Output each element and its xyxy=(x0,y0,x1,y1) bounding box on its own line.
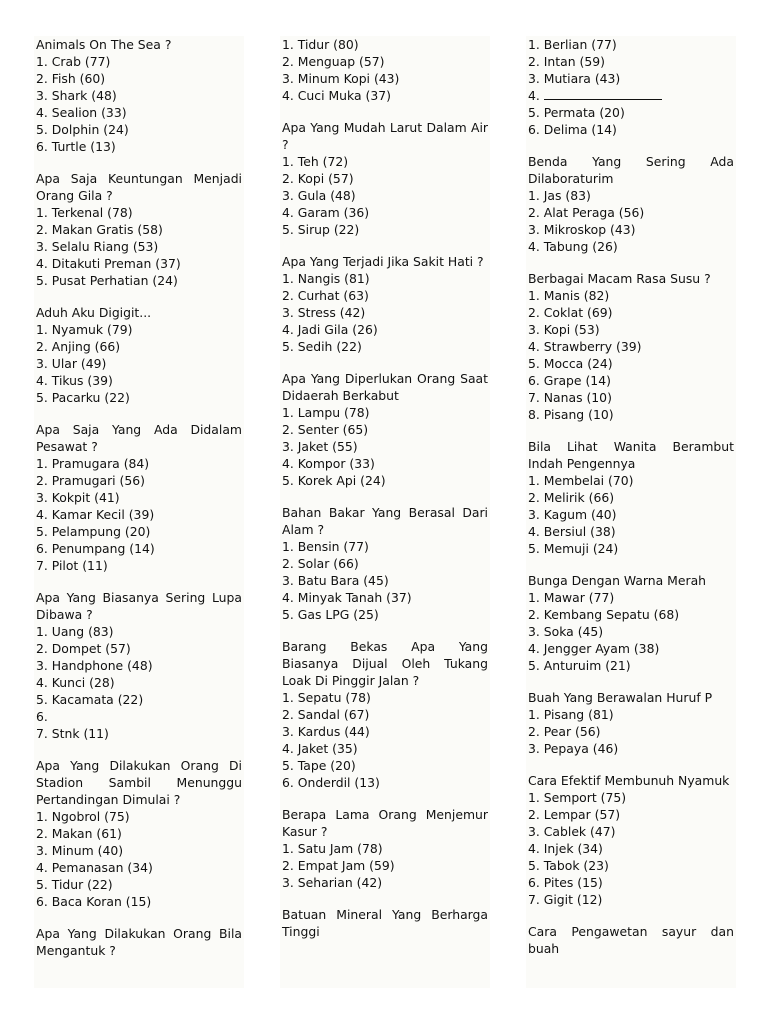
answer-item xyxy=(528,540,734,557)
question-block xyxy=(282,119,488,238)
answer-text: 3. Batu Bara (45) xyxy=(282,573,389,588)
answer-text: 4. Garam (36) xyxy=(282,205,370,220)
answer-item xyxy=(36,859,242,876)
answer-text: 2. Makan (61) xyxy=(36,826,122,841)
answer-text: 3. Mutiara (43) xyxy=(528,71,621,86)
question-block xyxy=(282,806,488,891)
answer-item xyxy=(282,455,488,472)
answer-text: 1. Lampu (78) xyxy=(282,405,370,420)
answer-item xyxy=(36,674,242,691)
answer-text: 7. Pilot (11) xyxy=(36,558,108,573)
question-block xyxy=(528,572,734,674)
answer-text: 3. Seharian (42) xyxy=(282,875,383,890)
answer-text: 3. Stress (42) xyxy=(282,305,366,320)
question-block xyxy=(36,421,242,574)
answer-item xyxy=(282,321,488,338)
answer-item xyxy=(528,623,734,640)
answer-item xyxy=(36,104,242,121)
answer-item xyxy=(528,789,734,806)
answer-text: 5. Pelampung (20) xyxy=(36,524,151,539)
answer-item xyxy=(282,538,488,555)
question-block xyxy=(36,304,242,406)
answer-item xyxy=(282,87,488,104)
answer-item xyxy=(36,372,242,389)
answer-item xyxy=(36,808,242,825)
question-block xyxy=(282,638,488,791)
answer-text: 2. Sandal (67) xyxy=(282,707,370,722)
answer-item xyxy=(282,287,488,304)
answer-text: 5. Korek Api (24) xyxy=(282,473,386,488)
answer-text: 6. Onderdil (13) xyxy=(282,775,380,790)
answer-text: 1. Pisang (81) xyxy=(528,707,614,722)
answer-text: 4. Cuci Muka (37) xyxy=(282,88,391,103)
answer-item xyxy=(282,53,488,70)
answer-item xyxy=(36,657,242,674)
question-text: Apa Yang Biasanya Sering Lupa Dibawa ? xyxy=(36,590,242,622)
answer-item xyxy=(528,87,734,104)
question-text: Bunga Dengan Warna Merah xyxy=(528,573,707,588)
question-text: Bila Lihat Wanita Berambut Indah Pengennya xyxy=(528,439,734,471)
answer-text: 6. Grape (14) xyxy=(528,373,611,388)
answer-text: 2. Pramugari (56) xyxy=(36,473,145,488)
question-text: Apa Saja Yang Ada Didalam Pesawat ? xyxy=(36,422,242,454)
answer-item xyxy=(528,823,734,840)
answer-item xyxy=(36,455,242,472)
column-3 xyxy=(526,36,736,988)
answer-text: 2. Kopi (57) xyxy=(282,171,354,186)
question-text: Berapa Lama Orang Menjemur Kasur ? xyxy=(282,807,488,839)
answer-item xyxy=(36,489,242,506)
answer-text: 1. Terkenal (78) xyxy=(36,205,133,220)
answer-item xyxy=(36,708,242,725)
answer-item xyxy=(282,555,488,572)
answer-text: 2. Solar (66) xyxy=(282,556,359,571)
answer-item xyxy=(528,287,734,304)
question-text: Apa Yang Diperlukan Orang Saat Didaerah Berkabut xyxy=(282,371,488,403)
answer-text: 2. Anjing (66) xyxy=(36,339,121,354)
question-block xyxy=(282,370,488,489)
answer-text: 3. Minum (40) xyxy=(36,843,124,858)
question-block xyxy=(36,589,242,742)
answer-item xyxy=(36,121,242,138)
question-block xyxy=(528,772,734,908)
answer-text: 3. Shark (48) xyxy=(36,88,117,103)
answer-item xyxy=(36,272,242,289)
answer-item xyxy=(282,221,488,238)
answer-item xyxy=(282,589,488,606)
answer-item xyxy=(282,472,488,489)
answer-item xyxy=(528,406,734,423)
answer-text: 4. Ditakuti Preman (37) xyxy=(36,256,181,271)
answer-text: 4. Strawberry (39) xyxy=(528,339,642,354)
answer-text: 4. Sealion (33) xyxy=(36,105,127,120)
answer-item xyxy=(282,421,488,438)
answer-item xyxy=(282,774,488,791)
answer-text: 3. Jaket (55) xyxy=(282,439,358,454)
answer-item xyxy=(36,321,242,338)
answer-text: 5. Dolphin (24) xyxy=(36,122,129,137)
answer-item xyxy=(36,825,242,842)
answer-item xyxy=(36,893,242,910)
answer-item xyxy=(282,740,488,757)
column-1 xyxy=(34,36,244,988)
answer-text: 4. Jengger Ayam (38) xyxy=(528,641,660,656)
answer-text: 3. Kopi (53) xyxy=(528,322,600,337)
answer-text: 6. xyxy=(36,709,48,724)
answer-text: 3. Kardus (44) xyxy=(282,724,370,739)
answer-item xyxy=(528,472,734,489)
answer-text: 4. Tabung (26) xyxy=(528,239,618,254)
answer-item xyxy=(282,723,488,740)
answer-item xyxy=(528,640,734,657)
answer-item xyxy=(282,706,488,723)
answer-item xyxy=(528,36,734,53)
answer-item xyxy=(36,221,242,238)
question-block xyxy=(528,153,734,255)
answer-item xyxy=(282,304,488,321)
answer-item xyxy=(36,691,242,708)
answer-text: 1. Nyamuk (79) xyxy=(36,322,133,337)
question-text: Apa Yang Dilakukan Orang Bila Mengantuk ? xyxy=(36,926,242,958)
answer-text: 7. Stnk (11) xyxy=(36,726,109,741)
answer-text: 4. Tikus (39) xyxy=(36,373,113,388)
answer-item xyxy=(528,321,734,338)
answer-text: 1. Bensin (77) xyxy=(282,539,369,554)
answer-item xyxy=(528,238,734,255)
answer-text: 5. Pusat Perhatian (24) xyxy=(36,273,178,288)
question-text: Animals On The Sea ? xyxy=(36,37,172,52)
answer-text: 2. Pear (56) xyxy=(528,724,601,739)
question-text: Apa Yang Dilakukan Orang Di Stadion Sambil Menunggu Pertandingan Dimulai ? xyxy=(36,758,242,807)
answer-text: 6. Delima (14) xyxy=(528,122,617,137)
answer-text: 3. Handphone (48) xyxy=(36,658,153,673)
answer-text: 2. Coklat (69) xyxy=(528,305,613,320)
answer-text: 4. Jadi Gila (26) xyxy=(282,322,378,337)
answer-item xyxy=(528,506,734,523)
answer-item xyxy=(528,589,734,606)
answer-text: 1. Pramugara (84) xyxy=(36,456,150,471)
answer-item xyxy=(528,806,734,823)
question-block xyxy=(36,925,242,959)
answer-text: 4. Injek (34) xyxy=(528,841,603,856)
answer-text: 2. Melirik (66) xyxy=(528,490,615,505)
answer-item xyxy=(528,121,734,138)
answer-text: 1. Tidur (80) xyxy=(282,37,359,52)
answer-text: 2. Alat Peraga (56) xyxy=(528,205,645,220)
question-text: Cara Efektif Membunuh Nyamuk xyxy=(528,773,730,788)
answer-item xyxy=(36,876,242,893)
answer-item xyxy=(36,53,242,70)
answer-text: 3. Minum Kopi (43) xyxy=(282,71,400,86)
answer-item xyxy=(528,104,734,121)
answer-item xyxy=(36,725,242,742)
answer-item xyxy=(282,874,488,891)
answer-text: 1. Manis (82) xyxy=(528,288,610,303)
answer-item xyxy=(36,204,242,221)
answer-text: 5. Tape (20) xyxy=(282,758,356,773)
answer-item xyxy=(528,723,734,740)
answer-text: 5. Gas LPG (25) xyxy=(282,607,379,622)
answer-text: 2. Fish (60) xyxy=(36,71,106,86)
answer-text: 5. Kacamata (22) xyxy=(36,692,144,707)
answer-item xyxy=(36,238,242,255)
answer-item xyxy=(282,606,488,623)
answer-item xyxy=(36,842,242,859)
answer-item xyxy=(528,840,734,857)
answer-item xyxy=(36,389,242,406)
answer-item xyxy=(282,338,488,355)
answer-text: 5. Anturuim (21) xyxy=(528,658,631,673)
answer-text: 2. Curhat (63) xyxy=(282,288,369,303)
answer-item xyxy=(36,70,242,87)
answer-item xyxy=(282,153,488,170)
question-text: Buah Yang Berawalan Huruf P xyxy=(528,690,713,705)
answer-item xyxy=(36,523,242,540)
answer-text: 2. Dompet (57) xyxy=(36,641,131,656)
question-block xyxy=(282,253,488,355)
question-text: Apa Saja Keuntungan Menjadi Orang Gila ? xyxy=(36,171,242,203)
answer-text: 5. Permata (20) xyxy=(528,105,625,120)
answer-item xyxy=(36,623,242,640)
answer-text: 3. Pepaya (46) xyxy=(528,741,619,756)
answer-text: 1. Berlian (77) xyxy=(528,37,617,52)
answer-item xyxy=(528,523,734,540)
answer-text: 1. Membelai (70) xyxy=(528,473,634,488)
answer-text: 3. Cablek (47) xyxy=(528,824,616,839)
answer-item xyxy=(282,757,488,774)
answer-text: 1. Uang (83) xyxy=(36,624,114,639)
question-text: Aduh Aku Digigit... xyxy=(36,305,152,320)
question-block xyxy=(528,689,734,757)
question-block xyxy=(36,170,242,289)
answer-item xyxy=(528,53,734,70)
question-text: Apa Yang Terjadi Jika Sakit Hati ? xyxy=(282,254,484,269)
answer-text: 1. Sepatu (78) xyxy=(282,690,371,705)
answer-text: 5. Pacarku (22) xyxy=(36,390,130,405)
answer-text: 4. Jaket (35) xyxy=(282,741,358,756)
answer-text: 4. Bersiul (38) xyxy=(528,524,616,539)
answer-item xyxy=(528,706,734,723)
answer-text: 1. Ngobrol (75) xyxy=(36,809,130,824)
question-text: Cara Pengawetan sayur dan buah xyxy=(528,924,734,956)
answer-item xyxy=(528,204,734,221)
column-2 xyxy=(280,36,490,988)
answer-text: 1. Semport (75) xyxy=(528,790,627,805)
answer-text: 6. Penumpang (14) xyxy=(36,541,155,556)
answer-item xyxy=(528,857,734,874)
question-text: Barang Bekas Apa Yang Biasanya Dijual Oleh Tukang Loak Di Pinggir Jalan ? xyxy=(282,639,488,688)
answer-text: 2. Senter (65) xyxy=(282,422,369,437)
answer-text: 1. Jas (83) xyxy=(528,188,591,203)
answer-item xyxy=(36,472,242,489)
answer-item xyxy=(282,70,488,87)
answer-item xyxy=(282,572,488,589)
answer-text: 3. Kagum (40) xyxy=(528,507,617,522)
answer-item xyxy=(282,689,488,706)
answer-text: 2. Makan Gratis (58) xyxy=(36,222,163,237)
question-text: Apa Yang Mudah Larut Dalam Air ? xyxy=(282,120,488,152)
answer-item xyxy=(528,606,734,623)
question-block xyxy=(282,906,488,940)
answer-item xyxy=(282,170,488,187)
answer-text: 1. Nangis (81) xyxy=(282,271,370,286)
answer-text: 2. Empat Jam (59) xyxy=(282,858,395,873)
answer-text: 5. Mocca (24) xyxy=(528,356,613,371)
answer-item xyxy=(528,657,734,674)
answer-item xyxy=(36,255,242,272)
answer-text: 3. Selalu Riang (53) xyxy=(36,239,159,254)
answer-text: 3. Gula (48) xyxy=(282,188,356,203)
answer-text: 6. Baca Koran (15) xyxy=(36,894,152,909)
question-text: Berbagai Macam Rasa Susu ? xyxy=(528,271,711,286)
answer-text: 5. Tidur (22) xyxy=(36,877,113,892)
answer-item xyxy=(36,138,242,155)
question-text: Benda Yang Sering Ada Dilaboraturim xyxy=(528,154,734,186)
question-block xyxy=(528,36,734,138)
answer-text: 8. Pisang (10) xyxy=(528,407,614,422)
answer-text: 1. Crab (77) xyxy=(36,54,111,69)
answer-item xyxy=(282,438,488,455)
answer-text: 4. Kamar Kecil (39) xyxy=(36,507,155,522)
answer-text: 6. Turtle (13) xyxy=(36,139,116,154)
answer-item xyxy=(36,640,242,657)
answer-text: 5. Tabok (23) xyxy=(528,858,609,873)
answer-text: 7. Nanas (10) xyxy=(528,390,612,405)
question-text: Batuan Mineral Yang Berharga Tinggi xyxy=(282,907,488,939)
answer-item xyxy=(528,187,734,204)
answer-text: 2. Menguap (57) xyxy=(282,54,385,69)
answer-item xyxy=(282,204,488,221)
answer-text: 5. Sirup (22) xyxy=(282,222,360,237)
question-block xyxy=(282,36,488,104)
answer-text: 1. Mawar (77) xyxy=(528,590,615,605)
answer-item xyxy=(528,389,734,406)
answer-text: 4. Minyak Tanah (37) xyxy=(282,590,412,605)
answer-item xyxy=(528,372,734,389)
answer-item xyxy=(282,187,488,204)
blank-underline xyxy=(544,88,662,100)
answer-item xyxy=(282,404,488,421)
answer-text: 1. Teh (72) xyxy=(282,154,349,169)
answer-text: 4. Kompor (33) xyxy=(282,456,375,471)
answer-text: 1. Satu Jam (78) xyxy=(282,841,383,856)
question-block xyxy=(528,270,734,423)
answer-text: 7. Gigit (12) xyxy=(528,892,603,907)
answer-item xyxy=(528,70,734,87)
answer-item xyxy=(36,87,242,104)
question-block xyxy=(36,36,242,155)
answer-item xyxy=(36,355,242,372)
answer-text: 4. Pemanasan (34) xyxy=(36,860,153,875)
answer-item xyxy=(528,304,734,321)
answer-text: 3. Ular (49) xyxy=(36,356,107,371)
answer-text: 4. xyxy=(528,88,540,103)
question-text: Bahan Bakar Yang Berasal Dari Alam ? xyxy=(282,505,488,537)
answer-item xyxy=(528,891,734,908)
answer-text: 6. Pites (15) xyxy=(528,875,603,890)
answer-item xyxy=(282,36,488,53)
answer-text: 2. Intan (59) xyxy=(528,54,605,69)
answer-text: 5. Sedih (22) xyxy=(282,339,362,354)
answer-item xyxy=(528,221,734,238)
answer-text: 3. Kokpit (41) xyxy=(36,490,120,505)
answer-item xyxy=(282,857,488,874)
answer-item xyxy=(36,338,242,355)
question-block xyxy=(282,504,488,623)
answer-item xyxy=(282,270,488,287)
answer-item xyxy=(528,489,734,506)
answer-text: 2. Kembang Sepatu (68) xyxy=(528,607,680,622)
answer-item xyxy=(282,840,488,857)
answer-text: 4. Kunci (28) xyxy=(36,675,115,690)
answer-item xyxy=(36,540,242,557)
answer-item xyxy=(528,874,734,891)
answer-text: 3. Mikroskop (43) xyxy=(528,222,636,237)
answer-item xyxy=(528,740,734,757)
question-block xyxy=(528,923,734,957)
answer-item xyxy=(528,338,734,355)
answer-item xyxy=(528,355,734,372)
answer-text: 5. Memuji (24) xyxy=(528,541,619,556)
answer-item xyxy=(36,557,242,574)
question-block xyxy=(36,757,242,910)
answer-text: 2. Lempar (57) xyxy=(528,807,621,822)
question-block xyxy=(528,438,734,557)
answer-text: 3. Soka (45) xyxy=(528,624,604,639)
answer-item xyxy=(36,506,242,523)
